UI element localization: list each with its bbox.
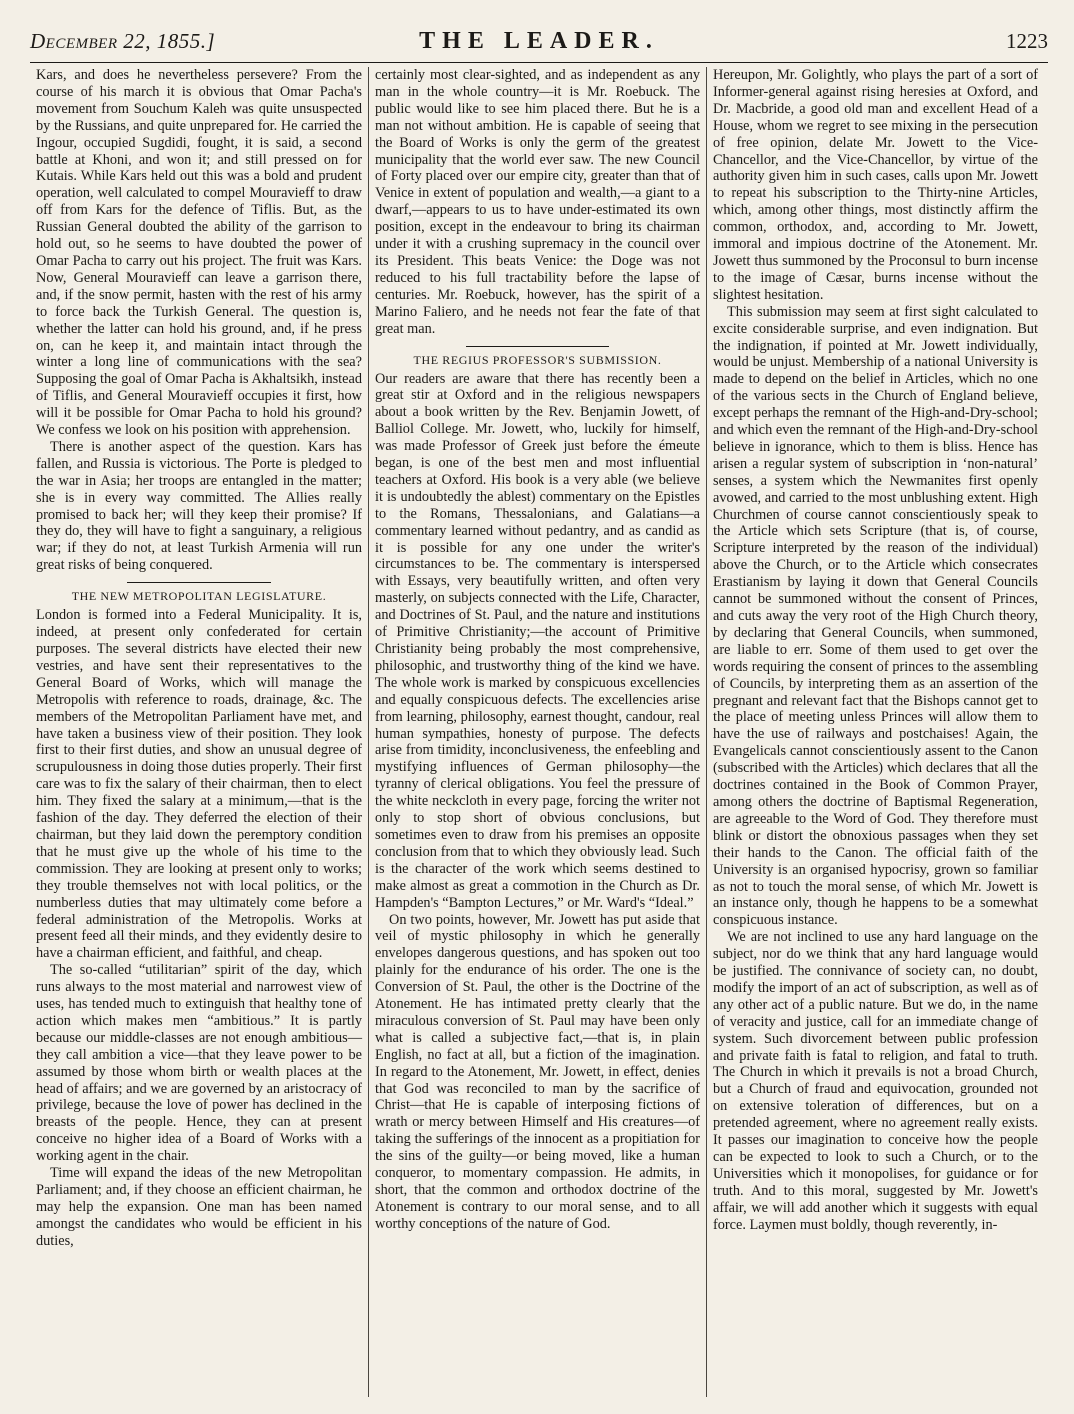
paragraph: Hereupon, Mr. Golightly, who plays the part of a sort of Informer-general against rising heresies at Oxford, and Dr. Macbride, a good old man and excellent Head of a House, whom we regret to see mixing in the persecution of free opinion, delate Mr. Jowett to the Vice-Chancellor, and the Vice-Chancellor, by virtue of the authority given him in such cases, calls upon Mr. Jowett to repeat his subscription to the Thirty-nine Articles, which, among other things, most distinctly affirm the common, orthodox, and, according to Mr. Jowett, immoral and impious doctrine of the Atonement. Mr. Jowett thus summoned by the Proconsul to burn incense to the image of Cæsar, burns incense without the slightest hesitation.: [713, 67, 1038, 303]
page-header: [30, 28, 1048, 63]
issue-date: December 22, 1855.]: [30, 29, 216, 53]
paragraph: We are not inclined to use any hard language on the subject, nor do we think that any hard language would be justified. The connivance of society can, no doubt, modify the import of an act of subscription, as well as of any other act of a public nature. But we do, in the name of veracity and justice, call for an immediate change of system. Such divorcement between public profession and private faith is fatal to religion, and fatal to truth. The Church in which it prevails is not a broad Church, but a Church of fraud and equivocation, grounded not on extensive toleration of differences, but on a pretended agreement, where no agreement really exists. It passes our imagination to conceive how the people can be expected to look to such a Church, or to the Universities which it monopolises, for guidance or for truth. And to this moral, suggested by Mr. Jowett's affair, we will add another which it suggests with equal force. Laymen must boldly, though reverently, in-: [713, 929, 1038, 1233]
paragraph: Time will expand the ideas of the new Metropolitan Parliament; and, if they choose an efficient chairman, he may help the expansion. One man has been named amongst the candidates who would be efficient in his duties,: [36, 1165, 362, 1249]
paragraph: London is formed into a Federal Municipality. It is, indeed, at present only confederated for certain purposes. The several districts have elected their new vestries, and have sent their representatives to the General Board of Works, which will manage the Metropolis with reference to roads, drainage, &c. The members of the Metropolitan Parliament have met, and have taken a business view of their position. They look first to their first duties, and show an unusual degree of scrupulousness in doing those duties properly. Their first care was to fix the salary of their chairman, then to elect him. They fixed the salary at a minimum,—that is the fashion of the day. They deferred the election of their chairman, but they laid down the peremptory condition that he must give up the whole of his time to the commission. They are looking at present only to works; they trouble themselves not with local politics, or the numberless duties that may ultimately come before a federal administration of the Metropolis. Works at present feed all their minds, and they evidently desire to have a chairman efficient, and faithful, and cheap.: [36, 607, 362, 962]
article-columns: [30, 67, 1048, 1397]
paragraph: There is another aspect of the question. Kars has fallen, and Russia is victorious. The Porte is pledged to the war in Asia; her troops are entangled in the matter; she is in every way committed. The Allies really promised to back her; will they keep their promise? If they do, they will have to fight a sanguinary, a religious war; if they do not, at least Turkish Armenia will run great risks of being conquered.: [36, 438, 362, 574]
masthead-title: THE LEADER.: [419, 28, 659, 54]
paragraph: This submission may seem at first sight calculated to excite considerable surprise, and even indignation. But the indignation, if pointed at Mr. Jowett individually, would be unjust. Membership of a national University is made to depend on the belief in Articles, which no one of the various sects in the Church of England believe, except perhaps the remnant of the High-and-Dry-school; and which even the remnant of the High-and-Dry-school believe in ignorance, which to them is bliss. Hence has arisen a regular system of subscription in ‘non-natural’ senses, a system which the Newmanites first openly avowed, and carried to the most unblushing extent. High Churchmen of course cannot conscientiously speak to the Article which sets Scripture (that is, of course, Scripture interpreted by the reason of the individual) above the Church, or to the Article which consecrates Erastianism by laying it down that General Councils cannot be summoned without the consent of Princes, and cuts away the very root of the High Church theory, by declaring that General Councils, when summoned, are liable to err. Some of them used to get over the words requiring the consent of princes to the assembling of Councils, by interpreting them as an assertion of the pregnant and relevant fact that the Bishops cannot get to the place of meeting unless Princes will allow them to have the use of railways and postchaises! Again, the Evangelicals cannot conscientiously assent to the Canon (subscribed with the Articles) which declares that all the doctrines contained in the Book of Common Prayer, among others the doctrine of Baptismal Regeneration, are agreeable to the Word of God. They therefore must blink or distort the obnoxious passages when they set their hands to the Canon. The official faith of the University is an organised hypocrisy, grown so familiar as not to touch the moral sense, of which Mr. Jowett is an instance only, though he happens to be a somewhat conspicuous instance.: [713, 303, 1038, 929]
column-2: [368, 67, 706, 1397]
column-3: [706, 67, 1044, 1397]
paragraph: The so-called “utilitarian” spirit of the day, which runs always to the most material and narrowest view of uses, has tended much to extinguish that healthy tone of action which makes men “ambitious.” It is partly because our middle-classes are not enough ambitious—they call ambition a vice—that they leave power to be assumed by those whom birth or wealth places at the head of affairs; and we are governed by an aristocracy of privilege, because the love of power has declined in the breasts of the people. Hence, they can at present conceive no higher idea of a Board of Works with a working agent in the chair.: [36, 962, 362, 1165]
paragraph: Kars, and does he nevertheless persevere? From the course of his march it is obvious that Omar Pacha's movement from Souchum Kaleh was quite unsuspected by the Russians, and quite unprepared for. He carried the Ingour, occupied Sugdidi, fought, it is said, a second battle at Khoni, and won it; and still pressed on for Kutais. While Kars held out this was a bold and prudent operation, well calculated to compel Mouravieff to draw off from Kars for the defence of Tiflis. But, as the Russian General doubted the ability of the garrison to hold out, so he seems to have doubted the power of Omar Pacha to carry out his project. The fruit was Kars. Now, General Mouravieff can leave a garrison there, and, if the snow permit, hasten with the rest of his army to force back the Turkish General. The question is, whether the latter can hold his ground, and, if he press on, can he keep it, and maintain intact through the winter a long line of communications with the sea? Supposing the goal of Omar Pacha is Akhaltsikh, instead of Tiflis, and General Mouravieff occupies it first, how will it be possible for Omar Pacha to hold his ground? We confess we look on his position with apprehension.: [36, 67, 362, 439]
paragraph: Our readers are aware that there has recently been a great stir at Oxford and in the religious newspapers about a book written by the Rev. Benjamin Jowett, of Balliol College. Mr. Jowett, who, luckily for himself, was made Professor of Greek just before the émeute began, is one of the best men and most influential teachers at Oxford. His book is a very able (we believe it is undoubtedly the ablest) commentary on the Epistles to the Romans, Thessalonians, and Galatians—a commentary learned without pedantry, and as candid as it is possible for any one under the writer's circumstances to be. The commentary is interspersed with Essays, very beautifully written, and often very masterly, on subjects connected with the Life, Character, and Doctrines of St. Paul, and the nature and institutions of Primitive Christianity;—the account of Primitive Christianity being probably the most comprehensive, philosophic, and trustworthy thing of the kind we have. The whole work is marked by conspicuous excellencies and equally conspicuous defects. The excellencies arise from learning, philosophy, earnest thought, candour, real human sympathies, honesty of purpose. The defects arise from timidity, inconclusiveness, the enfeebling and mystifying influences of German philosophy—the tyranny of clerical obligations. You feel the pressure of the white neckcloth in every page, forcing the writer not only to stop short of obvious conclusions, but sometimes even to draw from his premises an opposite conclusion from that to which they obviously lead. Such is the character of the work which seems destined to make almost as great a commotion in the Church as Dr. Hampden's “Bampton Lectures,” or Mr. Ward's “Ideal.”: [375, 370, 700, 911]
section-heading-regius-professor: THE REGIUS PROFESSOR'S SUBMISSION.: [375, 346, 700, 368]
page-number: 1223: [1005, 29, 1048, 53]
paragraph: On two points, however, Mr. Jowett has put aside that veil of mystic philosophy in which he generally envelopes dangerous questions, and has spoken out too plainly for the endurance of his order. The one is the Conversion of St. Paul, the other is the Doctrine of the Atonement. He has intimated pretty clearly that the miraculous conversion of St. Paul may have been only what is called a subjective fact,—that is, in plain English, no fact at all, but a fiction of the imagination. In regard to the Atonement, Mr. Jowett, in effect, denies that God was reconciled to man by the sacrifice of Christ—that He is capable of interposing fictions of wrath or mercy between Himself and His creatures—of taking the sufferings of the innocent as a propitiation for the sins of the guilty—or being moved, like a human conqueror, to momentary compassion. He admits, in short, that the common and orthodox doctrine of the Atonement is contrary to our moral sense, and to all worthy conceptions of the nature of God.: [375, 911, 700, 1232]
column-1: [30, 67, 368, 1397]
paragraph: certainly most clear-sighted, and as independent as any man in the whole country—it is Mr. Roebuck. The public would like to see him placed there. But he is a man not without ambition. He is capable of seeing that the Board of Works is only the germ of the greatest municipality that the world ever saw. The new Council of Forty placed over our empire city, greater than that of Venice in extent of population and wealth,—a giant to a dwarf,—appears to us to have under-estimated its own position, except in the endeavour to bring its chairman under it with a crushing supremacy in the council over its President. This beats Venice: the Doge was not reduced to his full tractability before the lapse of centuries. Mr. Roebuck, however, has the spirit of a Marino Faliero, and he needs not fear the fate of that great man.: [375, 67, 700, 337]
section-heading-metropolitan-legislature: THE NEW METROPOLITAN LEGISLATURE.: [36, 582, 362, 604]
